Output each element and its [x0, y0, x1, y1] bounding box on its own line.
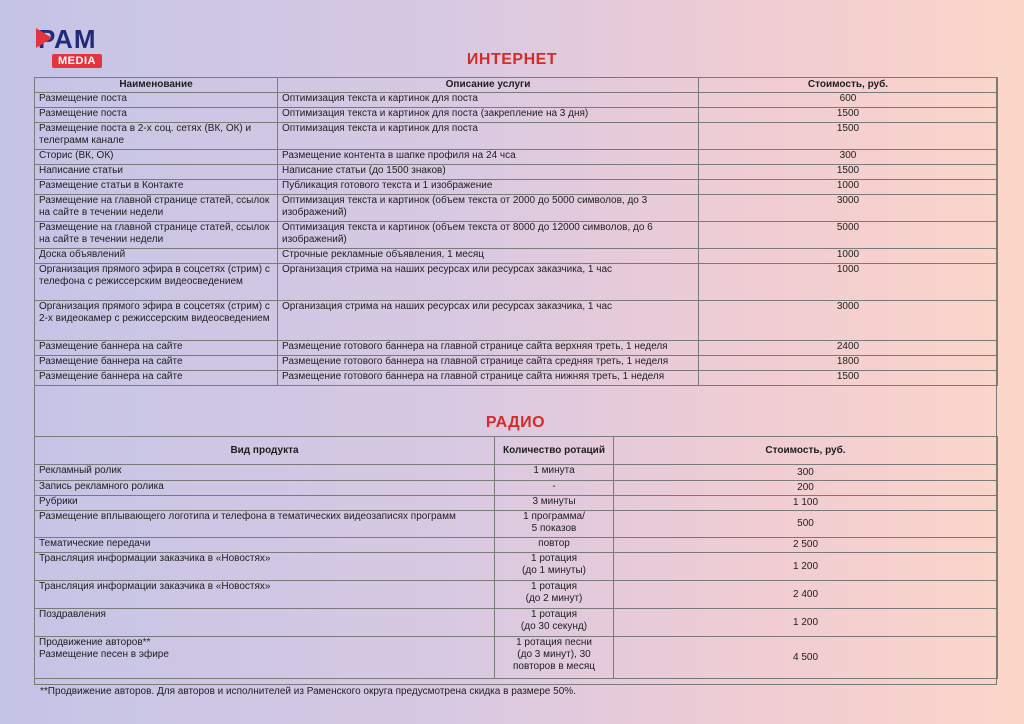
table-cell: 3000	[699, 195, 998, 222]
table-cell: Размещение готового баннера на главной странице сайта нижняя треть, 1 неделя	[278, 371, 699, 386]
table-cell: Сторис (ВК, ОК)	[35, 150, 278, 165]
table-cell: 1 минута	[495, 465, 614, 481]
table-cell: 1 программа/ 5 показов	[495, 511, 614, 538]
footnote: **Продвижение авторов. Для авторов и исполнителей из Раменского округа предусмотрена скидка в размере 50%.	[40, 686, 576, 697]
table-cell: Рекламный ролик	[35, 465, 495, 481]
logo-media-text: MEDIA	[52, 54, 102, 68]
table-cell: Организация стрима на наших ресурсах или ресурсах заказчика, 1 час	[278, 301, 699, 341]
table-cell: 300	[699, 150, 998, 165]
table-cell: Трансляция информации заказчика в «Новостях»	[35, 553, 495, 581]
table-cell: Размещение вплывающего логотипа и телефона в тематических видеозаписях программ	[35, 511, 495, 538]
table-cell: 200	[614, 481, 998, 496]
table-cell: 4 500	[614, 637, 998, 679]
table-cell: Написание статьи	[35, 165, 278, 180]
table-cell: Оптимизация текста и картинок для поста	[278, 93, 699, 108]
table-cell: Размещение баннера на сайте	[35, 356, 278, 371]
table-cell: 1 ротация (до 2 минут)	[495, 581, 614, 609]
table-cell: Размещение поста	[35, 93, 278, 108]
header-name: Наименование	[35, 78, 278, 93]
table-cell: Оптимизация текста и картинок (объем текста от 2000 до 5000 символов, до 3 изображений)	[278, 195, 699, 222]
table-cell: 1500	[699, 108, 998, 123]
table-cell: Запись рекламного ролика	[35, 481, 495, 496]
table-cell: 500	[614, 511, 998, 538]
header-description: Описание услуги	[278, 78, 699, 93]
table-cell: -	[495, 481, 614, 496]
header-price: Стоимость, руб.	[614, 437, 998, 465]
header-product: Вид продукта	[35, 437, 495, 465]
table-cell: Строчные рекламные объявления, 1 месяц	[278, 249, 699, 264]
table-cell: Поздравления	[35, 609, 495, 637]
table-cell: Размещение контента в шапке профиля на 24 чса	[278, 150, 699, 165]
table-cell: Оптимизация текста и картинок для поста (закрепление на 3 дня)	[278, 108, 699, 123]
table-cell: Доска объявлений	[35, 249, 278, 264]
table-cell: Размещение статьи в Контакте	[35, 180, 278, 195]
table-cell: Размещение баннера на сайте	[35, 371, 278, 386]
table-cell: Оптимизация текста и картинок (объем текста от 8000 до 12000 символов, до 6 изображений)	[278, 222, 699, 249]
table-cell: Написание статьи (до 1500 знаков)	[278, 165, 699, 180]
table-cell: Размещение готового баннера на главной странице сайта верхняя треть, 1 неделя	[278, 341, 699, 356]
table-cell: Организация прямого эфира в соцсетях (стрим) с 2-х видеокамер с режиссерским видеосведением	[35, 301, 278, 341]
table-cell: 2 500	[614, 538, 998, 553]
radio-section-title: РАДИО	[485, 414, 546, 431]
table-cell: 1500	[699, 123, 998, 150]
table-cell: Трансляция информации заказчика в «Новостях»	[35, 581, 495, 609]
header-rotations: Количество ротаций	[495, 437, 614, 465]
table-cell: Организация прямого эфира в соцсетях (стрим) с телефона с режиссерским видеосведением	[35, 264, 278, 301]
table-cell: Рубрики	[35, 496, 495, 511]
table-cell: 3 минуты	[495, 496, 614, 511]
table-cell: 300	[614, 465, 998, 481]
header-price: Стоимость, руб.	[699, 78, 998, 93]
table-cell: 1500	[699, 165, 998, 180]
logo-ram-text: РАМ	[38, 24, 97, 54]
internet-section-title: ИНТЕРНЕТ	[466, 51, 558, 68]
table-cell: 600	[699, 93, 998, 108]
table-cell: Размещение поста в 2-х соц. сетях (ВК, ОК) и телеграмм канале	[35, 123, 278, 150]
table-cell: 1000	[699, 180, 998, 195]
table-cell: 5000	[699, 222, 998, 249]
table-cell: Размещение на главной странице статей, ссылок на сайте в течении недели	[35, 222, 278, 249]
table-cell: Тематические передачи	[35, 538, 495, 553]
table-cell: 2 400	[614, 581, 998, 609]
table-cell: 1000	[699, 249, 998, 264]
table-cell: 1 ротация (до 30 секунд)	[495, 609, 614, 637]
table-cell: Размещение поста	[35, 108, 278, 123]
table-cell: Размещение готового баннера на главной странице сайта средняя треть, 1 неделя	[278, 356, 699, 371]
table-cell: 3000	[699, 301, 998, 341]
table-cell: 1 ротация (до 1 минуты)	[495, 553, 614, 581]
play-triangle-icon	[36, 28, 52, 48]
table-cell: повтор	[495, 538, 614, 553]
table-cell: 1 ротация песни (до 3 минут), 30 повторов в месяц	[495, 637, 614, 679]
table-cell: Размещение на главной странице статей, ссылок на сайте в течении недели	[35, 195, 278, 222]
table-cell: 1800	[699, 356, 998, 371]
table-cell: Размещение баннера на сайте	[35, 341, 278, 356]
table-cell: 1000	[699, 264, 998, 301]
table-cell: 1500	[699, 371, 998, 386]
table-cell: Продвижение авторов** Размещение песен в эфире	[35, 637, 495, 679]
table-cell: 1 100	[614, 496, 998, 511]
table-cell: Организация стрима на наших ресурсах или ресурсах заказчика, 1 час	[278, 264, 699, 301]
table-cell: Оптимизация текста и картинок для поста	[278, 123, 699, 150]
table-cell: Публикация готового текста и 1 изображение	[278, 180, 699, 195]
price-sheet-frame	[34, 77, 997, 685]
table-cell: 1 200	[614, 553, 998, 581]
table-cell: 1 200	[614, 609, 998, 637]
table-cell: 2400	[699, 341, 998, 356]
